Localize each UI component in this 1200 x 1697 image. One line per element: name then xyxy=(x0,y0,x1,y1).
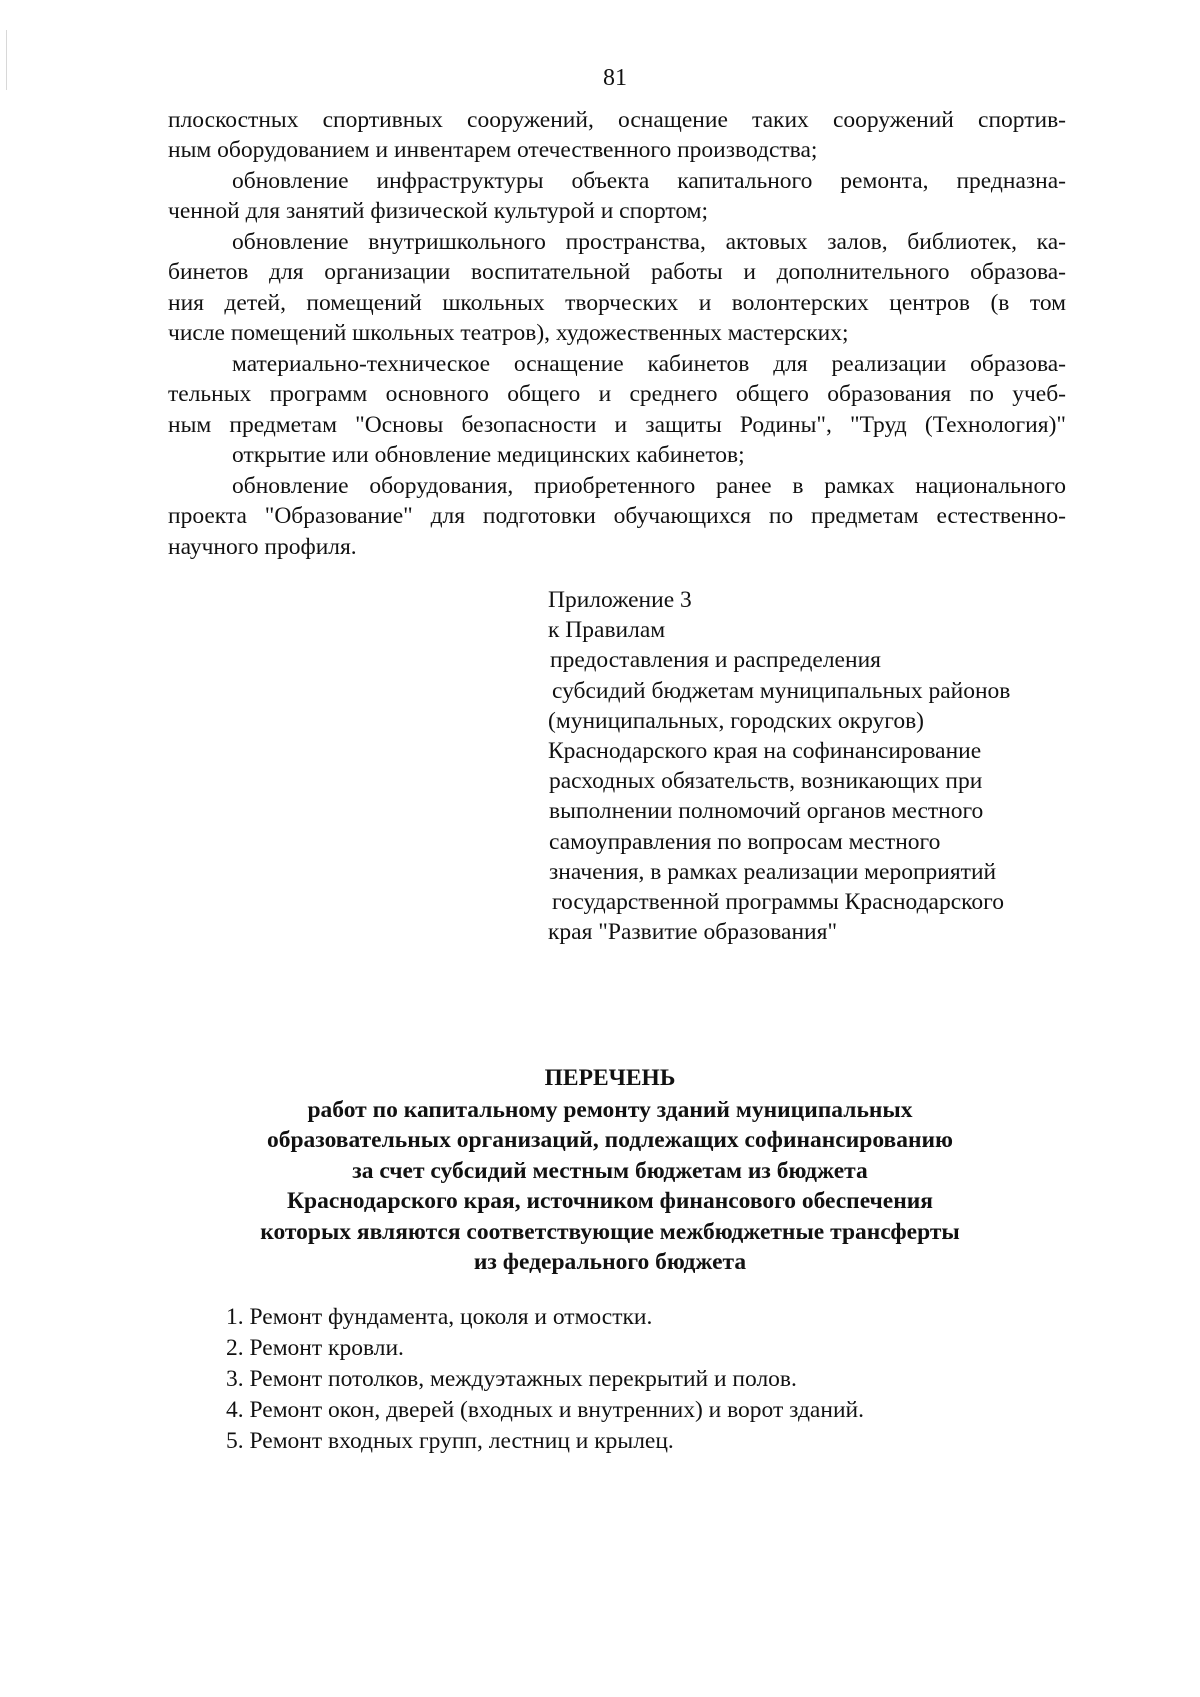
appendix-line: к Правилам xyxy=(548,617,666,643)
body-line: бинетов для организации воспитательной работы и дополнительного образова- xyxy=(168,259,1066,285)
appendix-line: субсидий бюджетам муниципальных районов xyxy=(552,678,1011,704)
heading-title: ПЕРЕЧЕНЬ xyxy=(544,1065,676,1091)
appendix-line: значения, в рамках реализации мероприятий xyxy=(549,859,997,885)
heading-line: за счет субсидий местным бюджетам из бюджета xyxy=(352,1158,868,1184)
body-line: тельных программ основного общего и среднего общего образования по учеб- xyxy=(168,381,1066,407)
body-line: числе помещений школьных театров), художественных мастерских; xyxy=(168,320,849,346)
body-line: ным оборудованием и инвентарем отечественного производства; xyxy=(168,137,818,163)
body-line: открытие или обновление медицинских кабинетов; xyxy=(232,442,745,468)
body-line: ным предметам "Основы безопасности и защиты Родины", "Труд (Технология)" xyxy=(168,412,1066,438)
appendix-line: (муниципальных, городских округов) xyxy=(548,708,924,734)
appendix-line: расходных обязательств, возникающих при xyxy=(549,768,983,794)
heading-line: которых являются соответствующие межбюджетные трансферты xyxy=(260,1219,960,1245)
heading-line: работ по капитальному ремонту зданий муниципальных xyxy=(307,1097,913,1123)
list-item: 2. Ремонт кровли. xyxy=(226,1335,404,1361)
list-item: 1. Ремонт фундамента, цоколя и отмостки. xyxy=(226,1304,653,1330)
appendix-line: государственной программы Краснодарского xyxy=(552,889,1004,915)
appendix-line: Приложение 3 xyxy=(548,587,692,613)
appendix-line: края "Развитие образования" xyxy=(548,919,838,945)
body-line: плоскостных спортивных сооружений, оснащение таких сооружений спортив- xyxy=(168,107,1066,133)
body-line: научного профиля. xyxy=(168,534,357,560)
body-line: ния детей, помещений школьных творческих и волонтерских центров (в том xyxy=(168,290,1066,316)
list-item: 5. Ремонт входных групп, лестниц и крылец. xyxy=(226,1428,674,1454)
body-line: проекта "Образование" для подготовки обучающихся по предметам естественно- xyxy=(168,503,1066,529)
appendix-line: выполнении полномочий органов местного xyxy=(549,798,984,824)
body-line: обновление инфраструктуры объекта капитального ремонта, предназна- xyxy=(232,168,1066,194)
page-number: 81 xyxy=(603,65,627,91)
heading-line: из федерального бюджета xyxy=(473,1249,747,1275)
list-item: 3. Ремонт потолков, междуэтажных перекрытий и полов. xyxy=(226,1366,797,1392)
body-line: материально-техническое оснащение кабинетов для реализации образова- xyxy=(232,351,1066,377)
appendix-line: Краснодарского края на софинансирование xyxy=(548,738,982,764)
heading-line: Краснодарского края, источником финансового обеспечения xyxy=(286,1188,934,1214)
body-line: обновление оборудования, приобретенного ранее в рамках национального xyxy=(232,473,1066,499)
heading-line: образовательных организаций, подлежащих софинансированию xyxy=(266,1127,953,1153)
body-line: обновление внутришкольного пространства, актовых залов, библиотек, ка- xyxy=(232,229,1066,255)
list-item: 4. Ремонт окон, дверей (входных и внутренних) и ворот зданий. xyxy=(226,1397,864,1423)
appendix-line: самоуправления по вопросам местного xyxy=(549,829,941,855)
appendix-line: предоставления и распределения xyxy=(550,647,881,673)
body-line: ченной для занятий физической культурой и спортом; xyxy=(168,198,709,224)
